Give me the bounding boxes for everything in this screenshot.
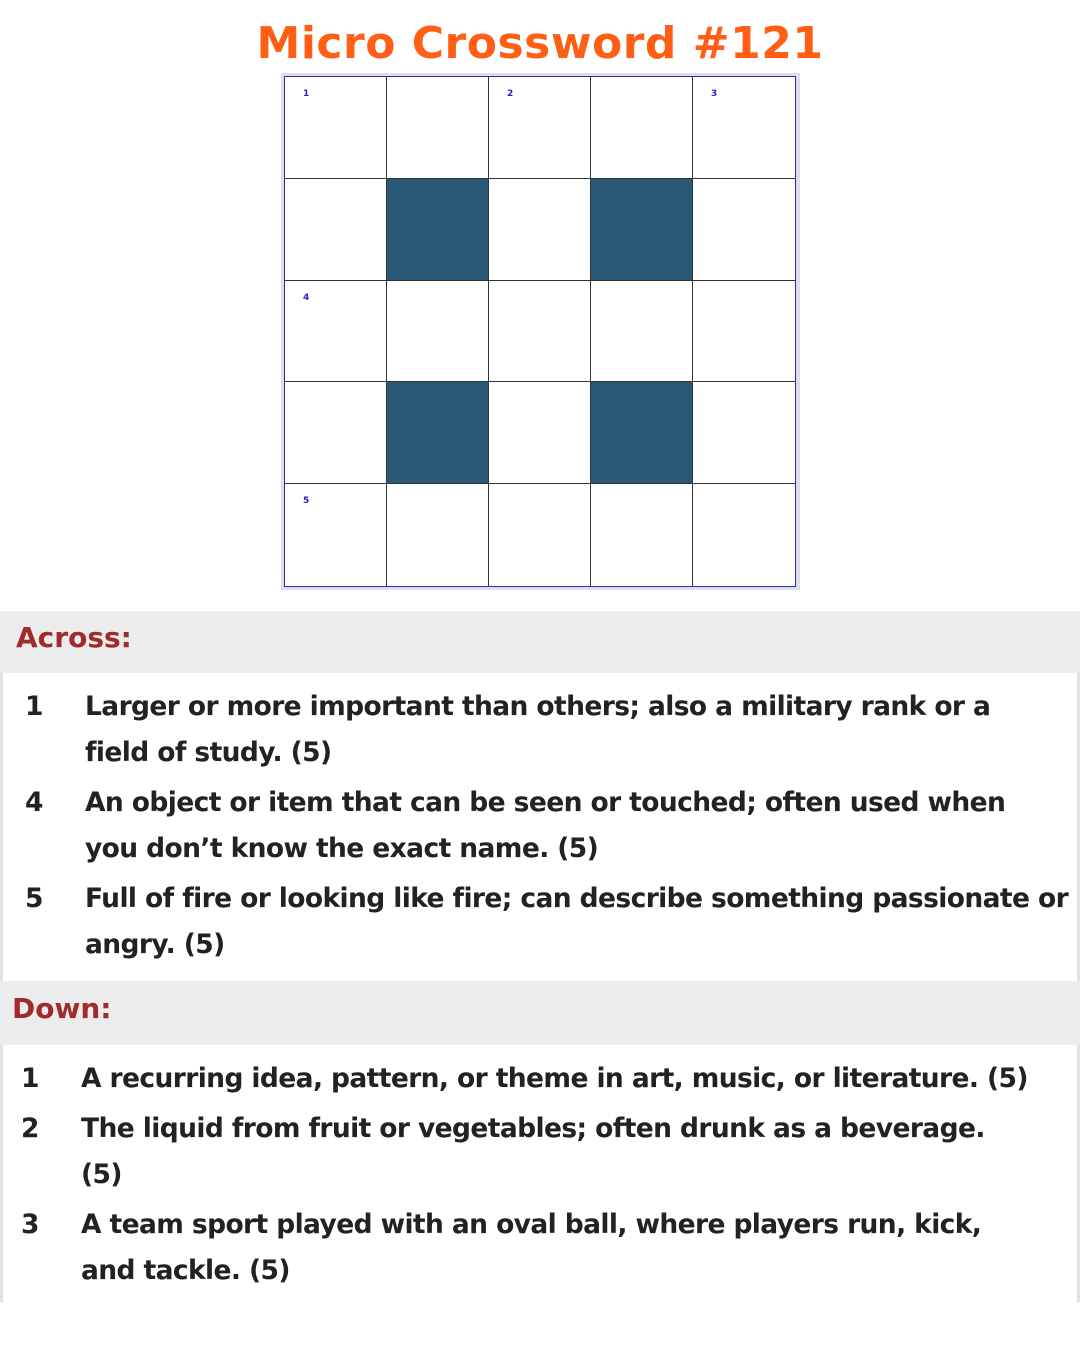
- across-clue-list: [0, 673, 1080, 981]
- grid-cell-r0-c1[interactable]: [387, 77, 489, 179]
- clue-number-label: 4: [303, 292, 310, 303]
- grid-cell-r2-c3[interactable]: [591, 281, 693, 383]
- grid-block-cell: [387, 179, 489, 281]
- clue-text: The liquid from fruit or vegetables; often drunk as a beverage. (5): [81, 1113, 985, 1190]
- grid-cell-r4-c3[interactable]: [591, 484, 693, 586]
- grid-cell-r4-c2[interactable]: [489, 484, 591, 586]
- grid-block-cell: [591, 382, 693, 484]
- grid-cell-r4-c1[interactable]: [387, 484, 489, 586]
- grid-cell-r1-c0[interactable]: [285, 179, 387, 281]
- crossword-grid: [284, 76, 796, 587]
- clue-number: 3: [21, 1209, 39, 1240]
- grid-cell-r2-c4[interactable]: [693, 281, 795, 383]
- puzzle-title: Micro Crossword #121: [256, 18, 824, 69]
- clue-number: 4: [25, 787, 43, 818]
- down-heading: Down:: [0, 981, 1080, 1045]
- clue-number: 5: [25, 883, 43, 914]
- grid-cell-r1-c2[interactable]: [489, 179, 591, 281]
- clue-text: An object or item that can be seen or touched; often used when you don’t know the exact name. (5): [85, 787, 1006, 864]
- clue-number-label: 2: [507, 89, 514, 99]
- grid-cell-r0-c3[interactable]: [591, 77, 693, 179]
- clue-number-label: 1: [303, 89, 310, 99]
- grid-cell-r2-c2[interactable]: [489, 281, 591, 383]
- grid-cell-r0-c4[interactable]: [693, 77, 795, 179]
- across-heading: Across:: [0, 611, 1080, 673]
- grid-block-cell: [591, 179, 693, 281]
- clue-number: 2: [21, 1113, 39, 1144]
- grid-cell-r4-c4[interactable]: [693, 484, 795, 586]
- clue-text: Full of fire or looking like fire; can describe something passionate or angry. (5): [85, 883, 1069, 960]
- grid-cell-r4-c0[interactable]: [285, 484, 387, 586]
- grid-cell-r2-c0[interactable]: [285, 281, 387, 383]
- grid-cell-r3-c4[interactable]: [693, 382, 795, 484]
- clue-number: 1: [21, 1063, 39, 1094]
- clue-number-label: 3: [711, 89, 718, 99]
- clue-number-label: 5: [303, 496, 310, 507]
- grid-block-cell: [387, 382, 489, 484]
- grid-cell-r1-c4[interactable]: [693, 179, 795, 281]
- clue-text: A recurring idea, pattern, or theme in art, music, or literature. (5): [81, 1063, 1028, 1094]
- grid-cell-r0-c2[interactable]: [489, 77, 591, 179]
- clue-text: A team sport played with an oval ball, where players run, kick, and tackle. (5): [81, 1209, 982, 1286]
- grid-cell-r3-c0[interactable]: [285, 382, 387, 484]
- crossword-grid-frame: [281, 73, 800, 590]
- grid-cell-r0-c0[interactable]: [285, 77, 387, 179]
- clue-text: Larger or more important than others; also a military rank or a field of study. (5): [85, 691, 991, 768]
- down-clue-list: [0, 1045, 1080, 1302]
- grid-cell-r2-c1[interactable]: [387, 281, 489, 383]
- grid-cell-r3-c2[interactable]: [489, 382, 591, 484]
- clue-number: 1: [25, 691, 43, 722]
